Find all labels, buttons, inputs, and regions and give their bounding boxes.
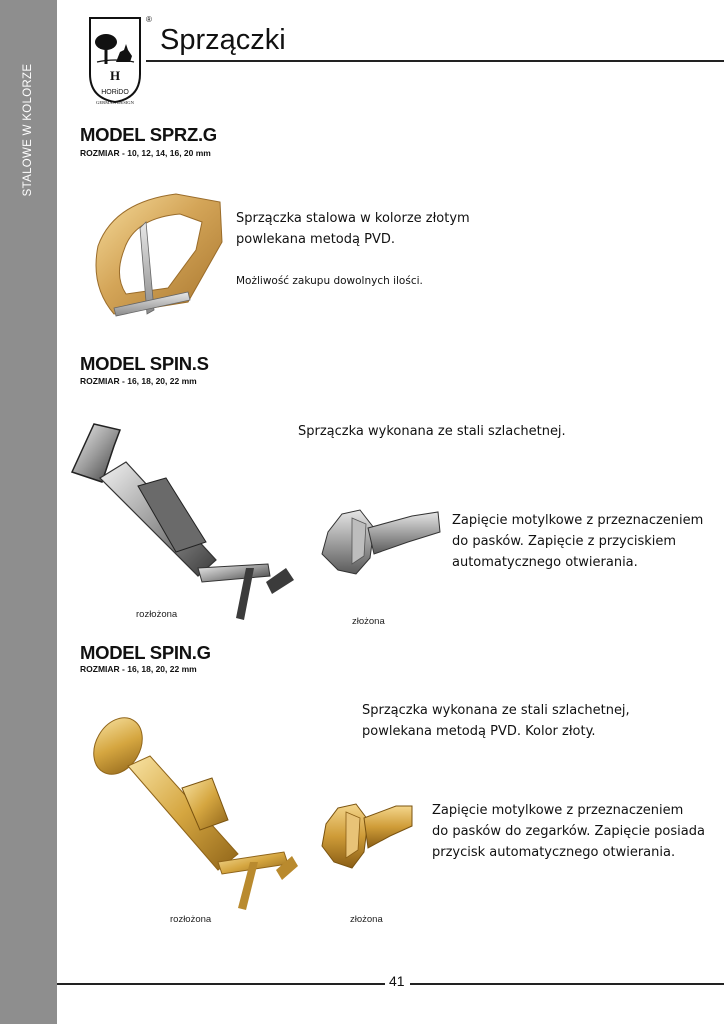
footer-divider-right <box>410 983 724 985</box>
model-spin-g-caption-open: rozłożona <box>170 914 212 925</box>
model-spin-s-heading: MODEL SPIN.S <box>80 353 209 374</box>
horido-logo <box>82 16 148 106</box>
footer-divider-left <box>57 983 385 985</box>
model-spin-s-sizes: ROZMIAR - 16, 18, 20, 22 mm <box>80 376 197 386</box>
registered-mark: ® <box>146 15 152 24</box>
model-spin-s-clasp-line2: do pasków. Zapięcie z przyciskiem <box>452 534 677 549</box>
model-sprz-g-description-line2: powlekana metodą PVD. <box>236 232 395 247</box>
page-title: Sprzączki <box>160 24 286 56</box>
title-divider <box>146 60 724 62</box>
model-spin-g-clasp-line3: przycisk automatycznego otwierania. <box>432 845 676 860</box>
svg-text:GERMAN DESIGN: GERMAN DESIGN <box>96 100 134 105</box>
model-spin-g-sizes: ROZMIAR - 16, 18, 20, 22 mm <box>80 664 197 674</box>
model-spin-g-heading: MODEL SPIN.G <box>80 642 211 663</box>
sidebar-label: STALOWE W KOLORZE <box>22 63 34 197</box>
model-spin-s-caption-closed: złożona <box>352 616 385 627</box>
model-spin-g-description-line1: Sprzączka wykonana ze stali szlachetnej, <box>362 703 630 718</box>
model-sprz-g-description-line1: Sprzączka stalowa w kolorze złotym <box>236 211 470 226</box>
model-spin-s-clasp-line3: automatycznego otwierania. <box>452 555 638 570</box>
model-spin-g-description-line2: powlekana metodą PVD. Kolor złoty. <box>362 724 596 739</box>
model-spin-s-clasp-line1: Zapięcie motylkowe z przeznaczeniem <box>452 513 704 528</box>
buckle-gold-image <box>84 188 228 324</box>
clasp-gold-open-image <box>88 712 302 916</box>
model-spin-g-clasp-line2: do pasków do zegarków. Zapięcie posiada <box>432 824 705 839</box>
page-number: 41 <box>389 973 405 989</box>
model-spin-s-description: Sprzączka wykonana ze stali szlachetnej. <box>298 424 566 439</box>
clasp-steel-closed-image <box>312 498 444 588</box>
model-spin-g-clasp-line1: Zapięcie motylkowe z przeznaczeniem <box>432 803 684 818</box>
model-sprz-g-sizes: ROZMIAR - 10, 12, 14, 16, 20 mm <box>80 148 211 158</box>
model-spin-s-caption-open: rozłożona <box>136 609 178 620</box>
sidebar <box>0 0 57 1024</box>
svg-text:HORiDO: HORiDO <box>101 89 129 96</box>
model-sprz-g-note: Możliwość zakupu dowolnych ilości. <box>236 275 423 287</box>
model-sprz-g-heading: MODEL SPRZ.G <box>80 124 217 145</box>
model-spin-g-caption-closed: złożona <box>350 914 383 925</box>
clasp-steel-open-image <box>66 418 298 622</box>
svg-text:H: H <box>109 68 121 83</box>
clasp-gold-closed-image <box>316 796 416 876</box>
